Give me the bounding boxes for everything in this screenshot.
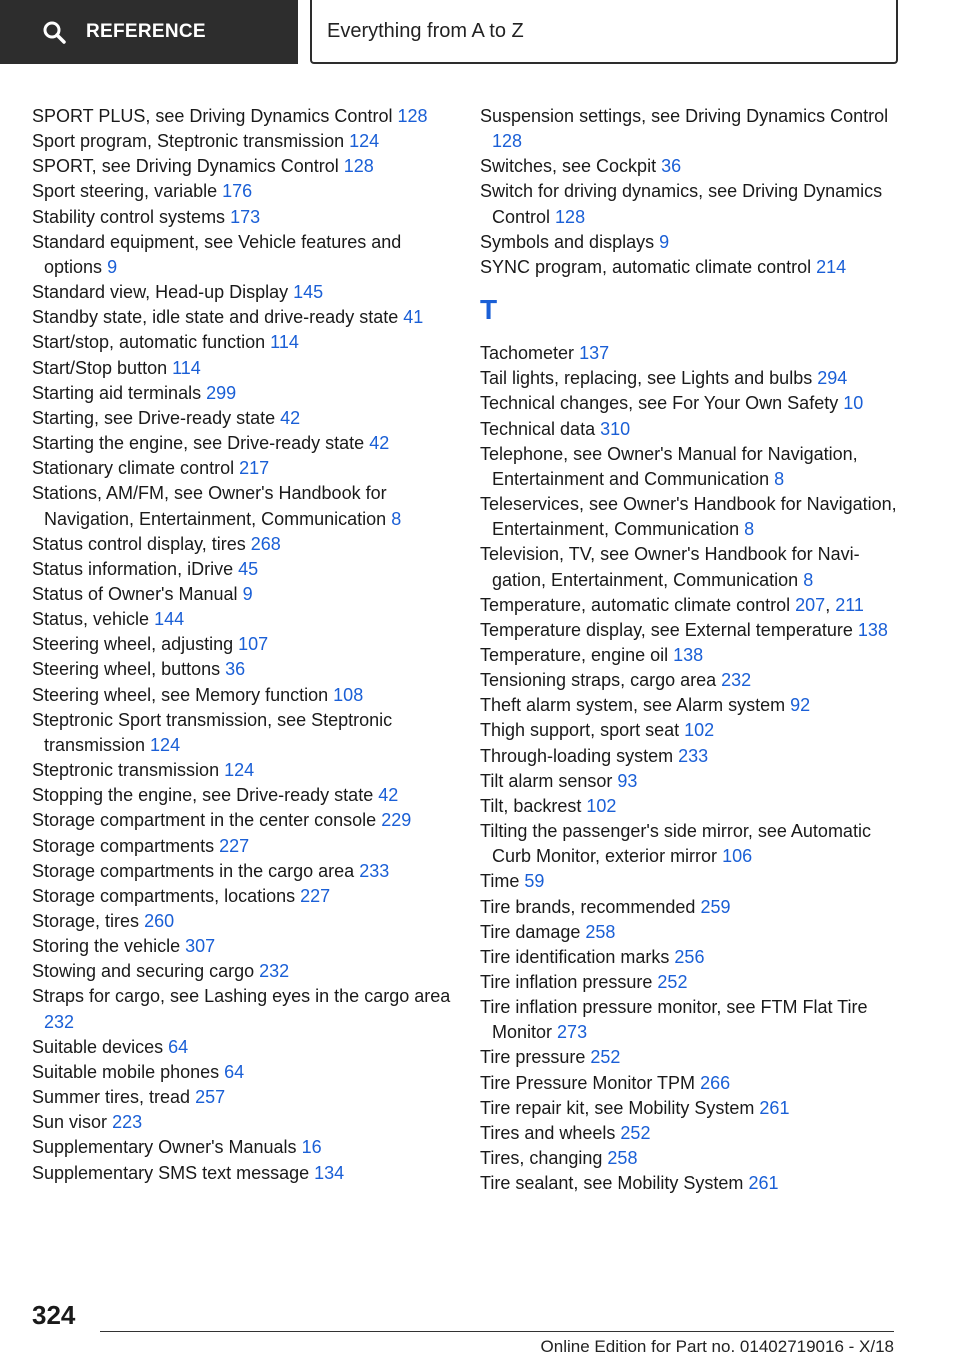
entry-text: Technical changes, see For Your Own Safety	[480, 393, 839, 414]
entry-text: Teleservices, see Owner's Handbook for Navigation, Entertainment, Communication	[480, 494, 897, 540]
page-link[interactable]: 256	[674, 946, 705, 967]
index-entry	[32, 834, 452, 859]
index-entry	[480, 718, 900, 743]
entry-text: Time	[480, 871, 520, 892]
index-entry	[480, 869, 900, 894]
page-link[interactable]: 214	[816, 256, 847, 277]
page-link[interactable]: 258	[585, 921, 616, 942]
index-entry	[480, 1045, 900, 1070]
page-link[interactable]: 207	[795, 594, 826, 615]
index-entry	[480, 920, 900, 945]
entry-text: Straps for cargo, see Lashing eyes in the cargo area	[32, 986, 451, 1007]
page-link[interactable]: 36	[225, 659, 246, 680]
index-entry	[32, 1085, 452, 1110]
entry-text: Starting aid terminals	[32, 382, 202, 403]
index-entry	[480, 1071, 900, 1096]
index-entry	[32, 1060, 452, 1085]
page-link[interactable]: 261	[748, 1173, 779, 1194]
page-link[interactable]: 294	[817, 368, 848, 389]
index-entry	[32, 129, 452, 154]
page-link[interactable]: 128	[492, 131, 523, 152]
entry-text: Tire pressure	[480, 1047, 586, 1068]
page-link[interactable]: 229	[381, 810, 412, 831]
entry-text: SPORT PLUS, see Driving Dynamics Control	[32, 106, 393, 126]
entry-text: Start/Stop button	[32, 357, 168, 378]
entry-text: Standby state, idle state and drive-ready state	[32, 307, 399, 328]
page-link[interactable]: 232	[721, 670, 752, 691]
page-link[interactable]: 102	[684, 720, 715, 741]
entry-text: Thigh support, sport seat	[480, 720, 680, 741]
page-link[interactable]: 261	[759, 1097, 790, 1118]
entry-text: SYNC program, automatic climate control	[480, 256, 812, 277]
page-link[interactable]: 107	[238, 634, 269, 655]
entry-text: Starting the engine, see Drive-ready state	[32, 433, 365, 454]
section-title-tab	[310, 0, 898, 64]
index-entry	[32, 909, 452, 934]
page-link[interactable]: 9	[107, 256, 118, 277]
index-entry	[32, 205, 452, 230]
entry-text: Status of Owner's Manual	[32, 583, 238, 604]
entry-text: Tail lights, replacing, see Lights and bulbs	[480, 368, 813, 389]
index-entry	[32, 1035, 452, 1060]
index-entry	[32, 582, 452, 607]
edition-text: Online Edition for Part no. 01402719016 - X/18	[540, 1337, 894, 1356]
page-link[interactable]: 124	[224, 760, 255, 781]
index-entry	[480, 895, 900, 920]
page-link[interactable]: 8	[391, 508, 402, 529]
page-link[interactable]: 128	[555, 206, 586, 227]
entry-text: Television, TV, see Owner's Handbook for Navigation, Entertainment, Communication	[480, 544, 860, 590]
index-entry	[32, 431, 452, 456]
index-entry	[32, 154, 452, 179]
reference-label: REFERENCE	[86, 21, 206, 42]
index-entry	[480, 995, 900, 1045]
index-entry	[32, 381, 452, 406]
index-entry	[32, 230, 452, 280]
page-link[interactable]: 307	[185, 936, 216, 957]
page-link[interactable]: 176	[222, 181, 253, 202]
page-link[interactable]: 211	[835, 594, 864, 615]
page-link[interactable]: 36	[661, 156, 682, 177]
page-link[interactable]: 134	[314, 1162, 345, 1183]
page-link[interactable]: 42	[280, 407, 301, 428]
page-link[interactable]: 16	[301, 1137, 322, 1158]
page-link[interactable]: 114	[270, 332, 299, 353]
index-entry	[32, 557, 452, 582]
page-link[interactable]: 8	[774, 468, 785, 489]
page-link[interactable]: 138	[857, 619, 888, 640]
page-link[interactable]: 310	[600, 418, 631, 439]
page-link[interactable]: 45	[238, 558, 259, 579]
footer-divider	[100, 1331, 894, 1332]
entry-text: Storage compartment in the center console	[32, 810, 377, 831]
page-header	[0, 0, 960, 66]
index-column-left	[32, 104, 452, 1186]
entry-text: Symbols and displays	[480, 231, 655, 252]
index-entry	[32, 632, 452, 657]
entry-text: Status information, iDrive	[32, 558, 234, 579]
search-icon	[42, 20, 66, 44]
index-entry	[32, 104, 452, 129]
page-link[interactable]: 227	[219, 835, 250, 856]
entry-text: Tire sealant, see Mobility System	[480, 1173, 744, 1194]
index-entry	[32, 708, 452, 758]
page-link[interactable]: 114	[172, 357, 201, 378]
index-entry	[480, 819, 900, 869]
page-link[interactable]: 124	[349, 131, 380, 152]
entry-text: Theft alarm system, see Alarm system	[480, 695, 786, 716]
index-entry	[480, 794, 900, 819]
page-link[interactable]: 137	[579, 343, 610, 364]
index-entry	[32, 532, 452, 557]
entry-text: Switch for driving dynamics, see Driving Dynamics Control	[480, 181, 883, 227]
index-entry	[480, 693, 900, 718]
entry-text: Storage compartments in the cargo area	[32, 860, 355, 881]
index-entry	[480, 1121, 900, 1146]
page-link[interactable]: 173	[230, 206, 261, 227]
page-link[interactable]: 217	[239, 458, 270, 479]
entry-text: Suitable devices	[32, 1036, 164, 1057]
page-link[interactable]: 299	[206, 382, 237, 403]
index-entry	[32, 758, 452, 783]
page-link[interactable]: 145	[293, 282, 324, 303]
index-entry	[480, 391, 900, 416]
entry-text: Tensioning straps, cargo area	[480, 670, 717, 691]
index-entry	[32, 1161, 452, 1186]
page-link[interactable]: 42	[369, 433, 390, 454]
page-link[interactable]: 266	[700, 1072, 731, 1093]
page-link[interactable]: 233	[678, 745, 709, 766]
index-entry	[480, 744, 900, 769]
index-entry	[32, 607, 452, 632]
index-entry	[32, 1135, 452, 1160]
entry-text: Stability control systems	[32, 206, 226, 227]
index-entry	[32, 305, 452, 330]
entry-text: Sport program, Steptronic transmission	[32, 131, 345, 152]
page-link[interactable]: 257	[195, 1087, 226, 1108]
entry-text: Summer tires, tread	[32, 1087, 191, 1108]
index-entry	[480, 643, 900, 668]
index-entry	[32, 783, 452, 808]
page-link[interactable]: 227	[300, 885, 331, 906]
entry-text: Suspension settings, see Driving Dynamics Control	[480, 106, 889, 126]
index-entry	[32, 179, 452, 204]
page-link[interactable]: 8	[744, 519, 755, 540]
entry-text: Switches, see Cockpit	[480, 156, 657, 177]
entry-text: Through-loading system	[480, 745, 674, 766]
index-entry	[32, 481, 452, 531]
entry-text: Tire inflation pressure monitor, see FTM Flat Tire Monitor	[480, 997, 868, 1043]
index-entry	[480, 417, 900, 442]
index-entry	[32, 356, 452, 381]
page-link[interactable]: 223	[112, 1112, 143, 1133]
page-link[interactable]: 273	[557, 1022, 588, 1043]
index-entry	[480, 1171, 900, 1196]
index-entry	[32, 808, 452, 833]
entry-text: Tires, changing	[480, 1148, 603, 1169]
entry-text: Temperature, engine oil	[480, 644, 669, 665]
index-entry	[32, 330, 452, 355]
index-entry	[32, 859, 452, 884]
index-entry	[480, 255, 900, 280]
page-link[interactable]: 92	[790, 695, 811, 716]
page-link[interactable]: 108	[333, 684, 364, 705]
entry-text: Telephone, see Owner's Manual for Navigation, Entertainment and Communication	[480, 443, 858, 489]
entry-text: Tire Pressure Monitor TPM	[480, 1072, 696, 1093]
index-entry	[32, 456, 452, 481]
entry-text: Stationary climate control	[32, 458, 235, 479]
entry-text: Steering wheel, buttons	[32, 659, 221, 680]
index-entry	[480, 230, 900, 255]
page-link[interactable]: 252	[657, 972, 688, 992]
index-entry	[32, 884, 452, 909]
page-link[interactable]: 232	[259, 961, 290, 982]
entry-text: Starting, see Drive-ready state	[32, 407, 276, 428]
page-link[interactable]: 64	[168, 1036, 189, 1057]
page-link[interactable]: 8	[803, 569, 814, 590]
index-entry	[480, 104, 900, 154]
entry-text: Stowing and securing cargo	[32, 961, 255, 982]
page-link[interactable]: 144	[154, 609, 185, 630]
entry-text: Tires and wheels	[480, 1122, 616, 1143]
index-entry	[32, 934, 452, 959]
page-link[interactable]: 106	[722, 846, 753, 867]
entry-text: Tachometer	[480, 343, 575, 364]
section-title: Everything from A to Z	[327, 19, 524, 42]
entry-text: Sport steering, variable	[32, 181, 218, 202]
entry-text: Supplementary SMS text message	[32, 1162, 310, 1183]
index-entry	[480, 179, 900, 229]
index-entry	[32, 959, 452, 984]
page-number: 324	[32, 1300, 76, 1330]
entry-text: Tire identification marks	[480, 946, 670, 967]
index-entry	[480, 668, 900, 693]
entry-text: Start/stop, automatic function	[32, 332, 266, 353]
entry-text: Tilt, backrest	[480, 795, 582, 816]
entry-text: Temperature, automatic climate control	[480, 594, 791, 615]
entry-text: Standard view, Head-up Display	[32, 282, 289, 303]
index-entry	[32, 1110, 452, 1135]
entry-text: Steering wheel, see Memory function	[32, 684, 329, 705]
entry-text: Tire inflation pressure	[480, 972, 653, 992]
entry-text: Tilting the passenger's side mirror, see Automatic Curb Monitor, exterior mirror	[480, 821, 871, 867]
entry-text: Suitable mobile phones	[32, 1061, 220, 1082]
index-entry	[480, 366, 900, 391]
entry-text: Technical data	[480, 418, 596, 439]
entry-text: Steering wheel, adjusting	[32, 634, 234, 655]
index-entry	[480, 542, 900, 592]
entry-text: Steptronic transmission	[32, 760, 220, 781]
index-entry	[480, 154, 900, 179]
reference-tab[interactable]	[0, 0, 298, 64]
entry-text: Steptronic Sport transmission, see Steptronic transmission	[32, 709, 393, 755]
index-entry	[480, 492, 900, 542]
entry-text: Storage, tires	[32, 911, 140, 931]
entry-text: Sun visor	[32, 1112, 108, 1133]
index-entry	[480, 769, 900, 794]
entry-text: Temperature display, see External temperature	[480, 619, 853, 640]
index-entry	[32, 984, 452, 1034]
entry-text: Tire brands, recommended	[480, 896, 696, 917]
page-link[interactable]: 93	[617, 770, 638, 791]
page-link[interactable]: 64	[224, 1061, 245, 1082]
index-group-s	[480, 104, 900, 280]
section-letter: T	[480, 294, 498, 326]
page-link[interactable]: 252	[620, 1122, 651, 1143]
page-link[interactable]: 252	[590, 1047, 621, 1068]
page-link[interactable]: 9	[659, 231, 670, 252]
page-link[interactable]: 124	[150, 734, 181, 755]
page-link[interactable]: 102	[586, 795, 617, 816]
index-entry	[32, 406, 452, 431]
page-link[interactable]: 233	[359, 860, 390, 881]
entry-text: Status, vehicle	[32, 609, 150, 630]
page-link[interactable]: 138	[673, 644, 704, 665]
page-link[interactable]: 59	[524, 871, 545, 892]
index-column-right	[480, 104, 900, 1196]
index-entry	[32, 280, 452, 305]
entry-text: SPORT, see Driving Dynamics Control	[32, 156, 339, 177]
page-link[interactable]: 128	[397, 106, 428, 126]
index-entry	[480, 970, 900, 995]
page-link[interactable]: 9	[242, 583, 253, 604]
entry-text: Storage compartments	[32, 835, 215, 856]
page-link[interactable]: 42	[378, 785, 399, 806]
index-entry	[32, 683, 452, 708]
index-entry	[480, 945, 900, 970]
page-link[interactable]: 260	[144, 911, 175, 931]
index-entry	[480, 618, 900, 643]
index-entry: Temperature, automatic climate control 207, 211	[480, 594, 864, 615]
page-link[interactable]: 259	[700, 896, 731, 917]
entry-text: Stations, AM/FM, see Owner's Handbook for Navigation, Entertainment, Communication	[32, 483, 387, 529]
index-entry	[32, 657, 452, 682]
index-group-t	[480, 341, 900, 1196]
entry-text: Standard equipment, see Vehicle features and options	[32, 231, 402, 277]
entry-text: Status control display, tires	[32, 533, 246, 554]
entry-text: Stopping the engine, see Drive-ready state	[32, 785, 374, 806]
index-entry	[480, 1146, 900, 1171]
page-link[interactable]: 128	[343, 156, 374, 177]
page-link[interactable]: 232	[44, 1011, 75, 1032]
page-link[interactable]: 268	[250, 533, 281, 554]
entry-text: Tilt alarm sensor	[480, 770, 613, 791]
entry-text: Supplementary Owner's Manuals	[32, 1137, 297, 1158]
page-link[interactable]: 41	[403, 307, 424, 328]
entry-text: Tire damage	[480, 921, 581, 942]
index-entry	[480, 1096, 900, 1121]
entry-text: Tire repair kit, see Mobility System	[480, 1097, 755, 1118]
page-link[interactable]: 10	[843, 393, 864, 414]
entry-text: Storage compartments, locations	[32, 885, 296, 906]
index-entry	[480, 341, 900, 366]
page-link[interactable]: 258	[607, 1148, 638, 1169]
entry-text: Storing the vehicle	[32, 936, 181, 957]
index-entry	[480, 442, 900, 492]
